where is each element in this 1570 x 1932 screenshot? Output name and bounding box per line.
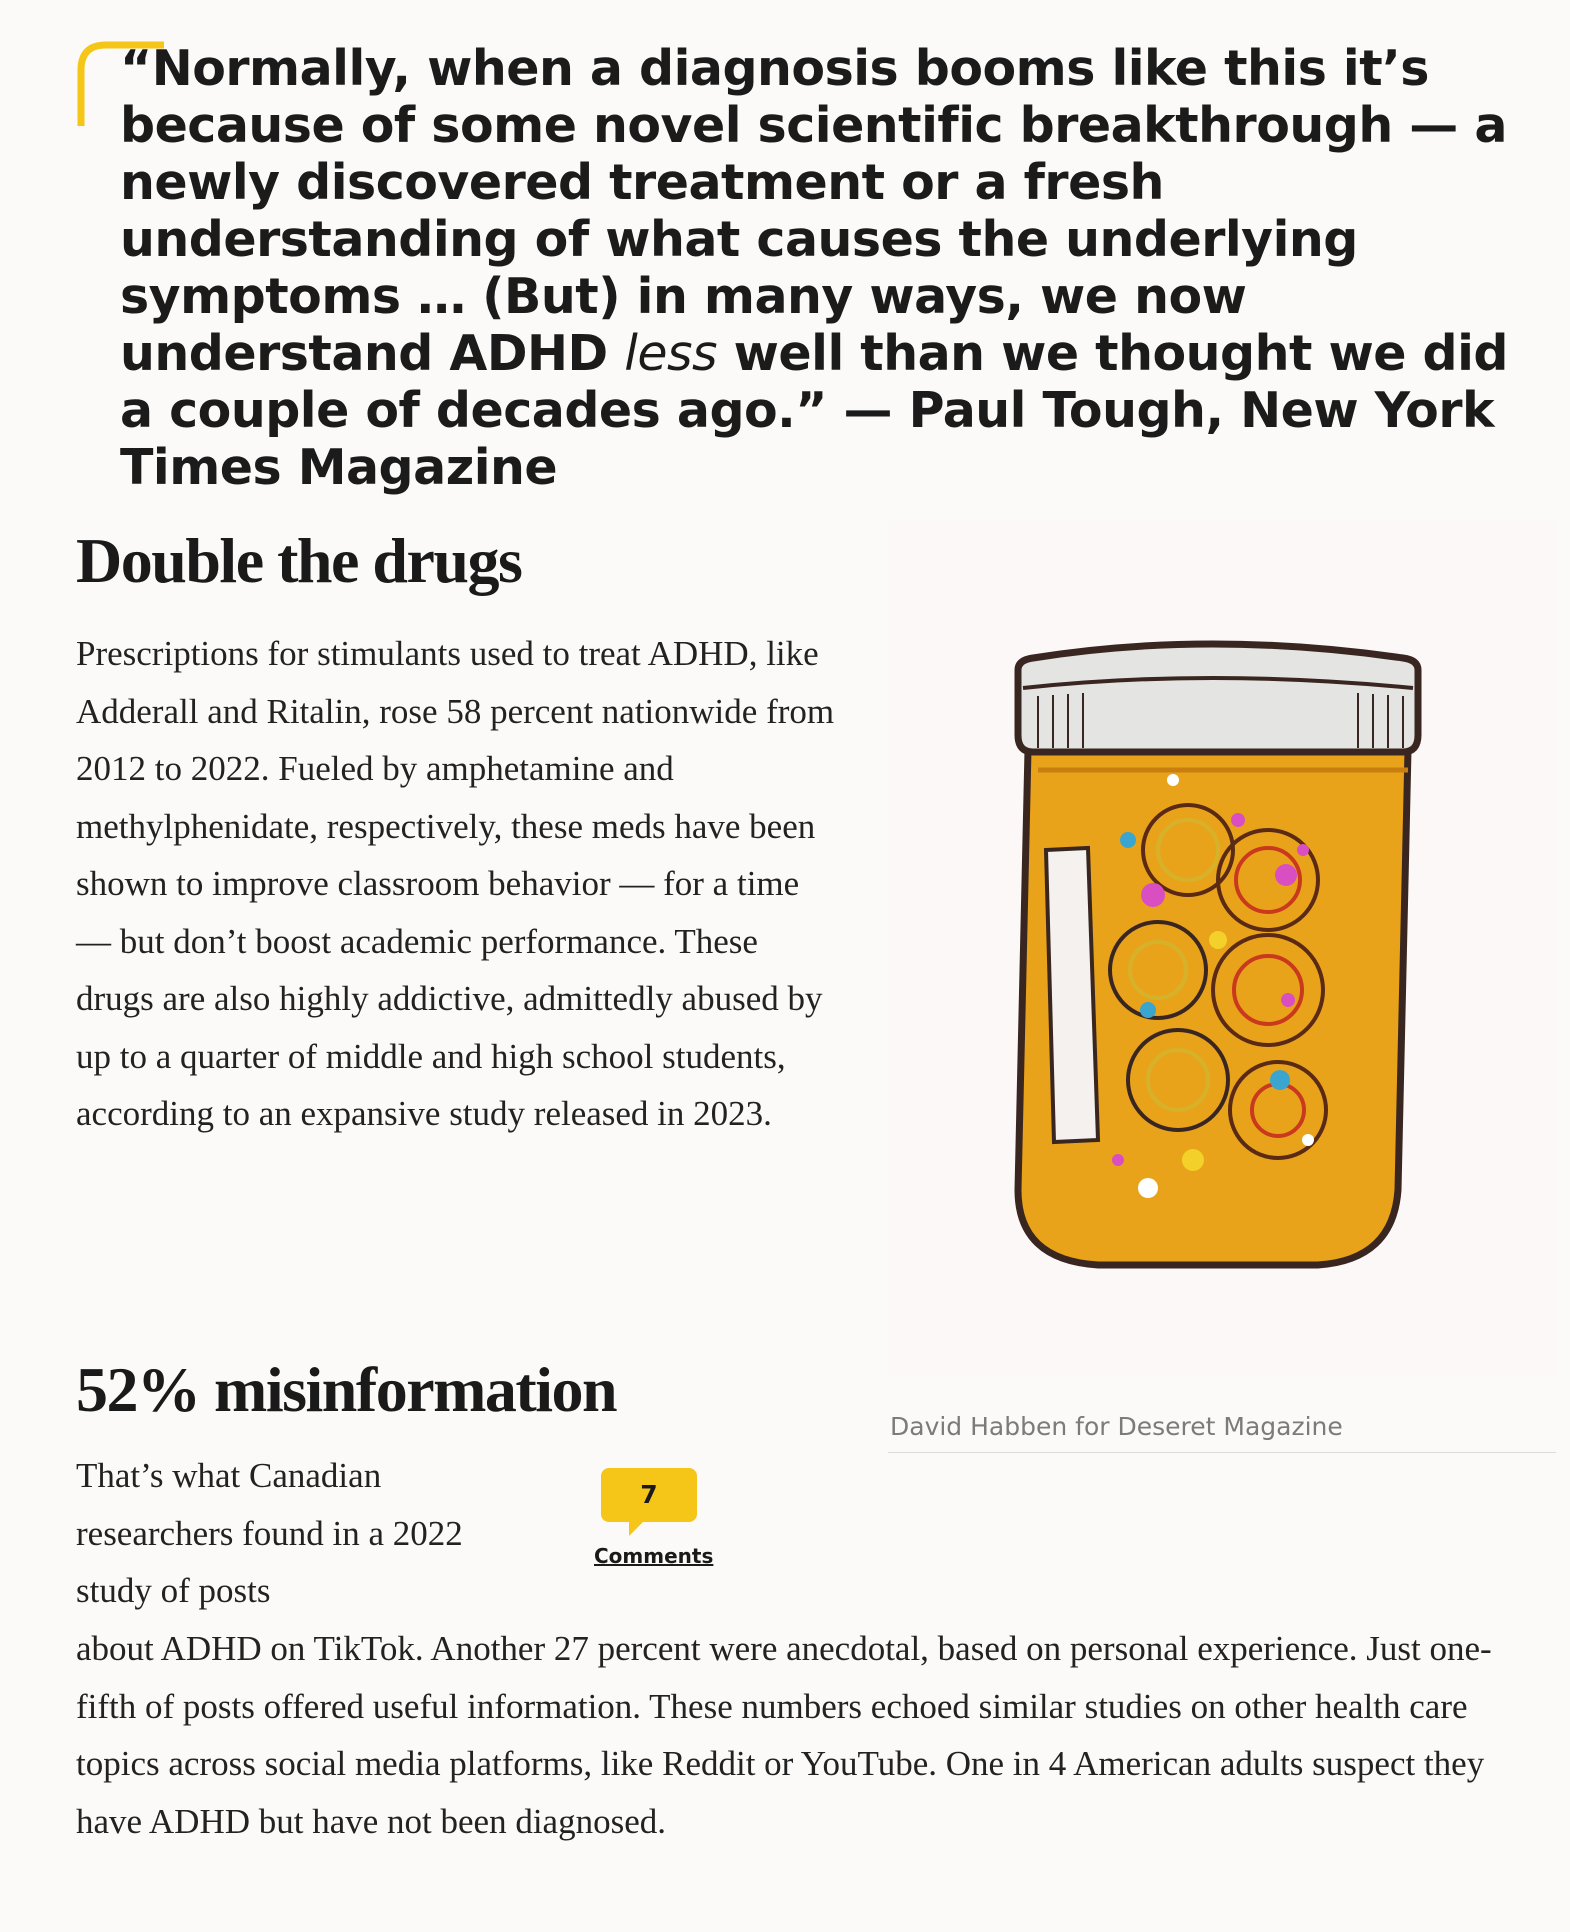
illustration-figure (888, 520, 1556, 1441)
comments-widget[interactable] (594, 1468, 714, 1568)
paragraph: Prescriptions for stimulants used to treat ADHD, like Adderall and Ritalin, rose 58 percent nationwide from 2012 to 2022. Fueled by amphetamine and methylphenidate, respectively, these meds have been shown to improve classroom behavior — for a time — but don’t boost academic performance. These drugs are also highly addictive, admittedly abused by up to a quarter of middle and high school students, according to an expansive study released in 2023. (76, 634, 835, 1133)
section-body-misinformation (76, 1620, 1516, 1850)
paragraph: That’s what Canadian researchers found in a 2022 study of posts (76, 1456, 463, 1610)
comments-link[interactable]: Comments (594, 1544, 714, 1568)
pill-bottle-icon (888, 520, 1556, 1376)
section-body-misinformation-intro (76, 1447, 496, 1620)
section-heading-double-the-drugs: Double the drugs (76, 525, 522, 596)
caption-divider (888, 1452, 1556, 1453)
pull-quote-emphasis: less (624, 325, 718, 382)
comment-count-badge[interactable]: 7 (601, 1468, 697, 1522)
section-heading-misinformation: 52% misinformation (76, 1354, 617, 1425)
section-body-double-the-drugs (76, 625, 836, 1143)
figure-caption: David Habben for Deseret Magazine (890, 1412, 1343, 1441)
paragraph: about ADHD on TikTok. Another 27 percent were anecdotal, based on personal experience. Just one-fifth of posts offered useful information. These numbers echoed similar studies on other health care topics across social media platforms, like Reddit or YouTube. One in 4 American adults suspect they have ADHD but have not been diagnosed. (76, 1629, 1492, 1841)
pull-quote-text: “Normally, when a diagnosis booms like this it’s because of some novel scientific breakthrough — a newly discovered treatment or a fresh understanding of what causes the underlying symptoms … (But) in many ways, we now understand ADHD less well than we thought we did a couple of decades ago.” — Paul Tough, New York Times Magazine (120, 40, 1508, 496)
pill-bottle-illustration (888, 520, 1556, 1376)
quote-bracket-icon (76, 40, 164, 128)
pull-quote (76, 40, 1536, 496)
